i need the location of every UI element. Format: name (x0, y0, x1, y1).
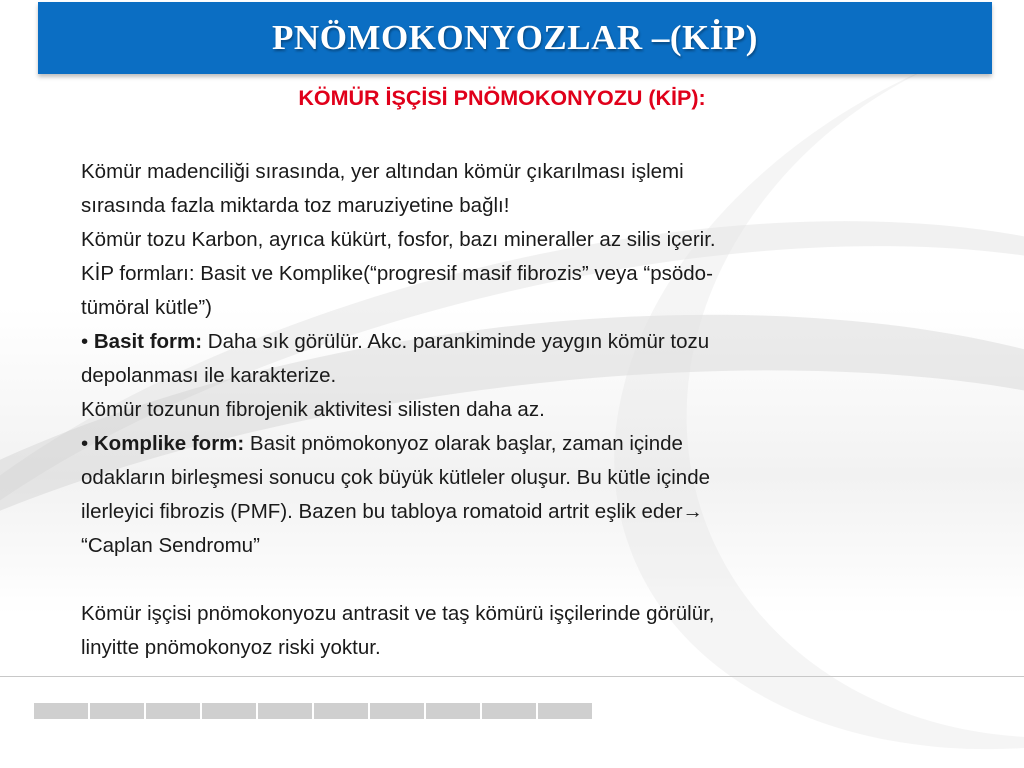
bullet-icon: • (81, 432, 94, 455)
footer-block (314, 703, 368, 719)
bullet-komplike-form (81, 427, 911, 461)
footer-block (202, 703, 256, 719)
bullet-basit-form (81, 325, 911, 359)
body-line: ilerleyici fibrozis (PMF). Bazen bu tabloya romatoid artrit eşlik eder→ (81, 500, 704, 523)
footer-block (34, 703, 88, 719)
bullet-label: Komplike form: (93, 432, 245, 455)
body-line: tümöral kütle”) (81, 296, 213, 319)
footer-block (482, 703, 536, 719)
bullet-icon: • (81, 330, 94, 353)
footer-decoration (34, 703, 592, 719)
closing-line: Kömür işçisi pnömokonyozu antrasit ve taş kömürü işçilerinde görülür, (81, 602, 715, 625)
footer-block (258, 703, 312, 719)
body-line: odakların birleşmesi sonucu çok büyük kütleler oluşur. Bu kütle içinde (81, 466, 710, 489)
footer-block (426, 703, 480, 719)
slide-title: PNÖMOKONYOZLAR –(KİP) (272, 18, 758, 57)
bullet-label: Basit form: (93, 330, 203, 353)
title-bar (38, 2, 992, 74)
slide-subtitle: KÖMÜR İŞÇİSİ PNÖMOKONYOZU (KİP): (298, 86, 706, 110)
body-line: sırasında fazla miktarda toz maruziyetine bağlı! (81, 194, 510, 217)
body-line: KİP formları: Basit ve Komplike(“progresif masif fibrozis” veya “psödo- (81, 262, 713, 285)
footer-block (146, 703, 200, 719)
footer-block (90, 703, 144, 719)
body-line: Kömür madenciliği sırasında, yer altından kömür çıkarılması işlemi (81, 160, 684, 183)
closing-line: linyitte pnömokonyoz riski yoktur. (81, 636, 381, 659)
footer-block (538, 703, 592, 719)
bullet-text: Basit pnömokonyoz olarak başlar, zaman içinde (244, 432, 683, 455)
body-line: “Caplan Sendromu” (81, 534, 260, 557)
body-line: Kömür tozunun fibrojenik aktivitesi silisten daha az. (81, 398, 545, 421)
body-line: Kömür tozu Karbon, ayrıca kükürt, fosfor, bazı mineraller az silis içerir. (81, 228, 716, 251)
body-line: depolanması ile karakterize. (81, 364, 337, 387)
footer-block (370, 703, 424, 719)
paragraph-gap (81, 563, 911, 597)
bullet-text: Daha sık görülür. Akc. parankiminde yaygın kömür tozu (202, 330, 710, 353)
slide-body (81, 155, 911, 665)
footer-divider (0, 676, 1024, 677)
